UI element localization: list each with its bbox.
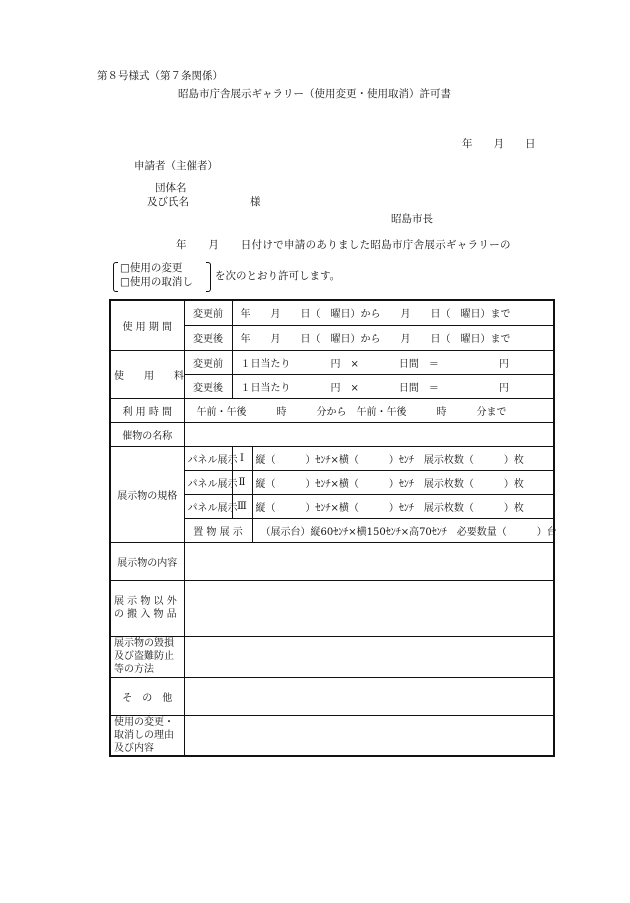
reason-label-line-2: 取消しの理由 [114, 729, 174, 741]
prevention-label [110, 636, 184, 677]
issue-date: 年 月 日 [462, 138, 536, 150]
fee-after-value: １日当たり 円 × 日間 ＝ 円 [232, 374, 554, 398]
person-name-label: 及び氏名 [147, 196, 189, 208]
other-items-label-line-2: の 搬 入 物 品 [114, 609, 177, 621]
prevention-label-line-3: 等の方法 [114, 664, 154, 676]
prevention-value [184, 636, 554, 677]
prevention-label-line-2: 及び盗難防止 [114, 651, 174, 663]
prevention-label-line-1: 展示物の毀損 [114, 638, 174, 650]
intro-sentence: 年 月 日付けで申請のありました昭島市庁舎展示ギャラリーの [176, 239, 511, 251]
issuer: 昭島市長 [391, 213, 433, 225]
form-number: 第８号様式（第７条関係） [97, 70, 223, 82]
exhibit-content-label: 展示物の内容 [110, 543, 184, 581]
other-items-label-line-1: 展 示 物 以 外 [114, 596, 177, 608]
option-brace [120, 262, 204, 290]
period-before-label: 変更前 [184, 300, 232, 325]
option-cancel: □使用の取消し [120, 276, 193, 288]
time-value: 午前・午後 時 分から 午前・午後 時 分まで [184, 398, 554, 422]
exhibit-content-value [184, 543, 554, 581]
applicant-label: 申請者（主催者） [134, 160, 218, 172]
event-name-value [184, 422, 554, 446]
panel-value-1: 縦（ ）ｾﾝﾁ×横（ ）ｾﾝﾁ 展示枚数（ ）枚 [252, 446, 554, 470]
panel-value-2: 縦（ ）ｾﾝﾁ×横（ ）ｾﾝﾁ 展示枚数（ ）枚 [252, 471, 554, 495]
stand-value: （展示台）縦60ｾﾝﾁ×横150ｾﾝﾁ×高70ｾﾝﾁ 必要数量（ ）台 [252, 519, 554, 543]
other-label: そ の 他 [110, 677, 184, 715]
other-items-value [184, 581, 554, 636]
option-change: □使用の変更 [120, 262, 183, 274]
fee-before-label: 変更前 [184, 350, 232, 374]
reason-label [110, 715, 184, 756]
panel-label-1: パネル展示 [184, 446, 232, 470]
panel-value-3: 縦（ ）ｾﾝﾁ×横（ ）ｾﾝﾁ 展示枚数（ ）枚 [252, 495, 554, 519]
other-value [184, 677, 554, 715]
right-bracket [206, 262, 211, 292]
stand-label: 置 物 展 示 [184, 519, 252, 543]
exhibit-spec-label: 展示物の規格 [110, 446, 184, 542]
panel-label-2: パネル展示 [184, 471, 232, 495]
period-after-value: 年 月 日（ 曜日）から 月 日（ 曜日）まで [232, 325, 554, 350]
fee-after-label: 変更後 [184, 374, 232, 398]
panel-number-1: Ⅰ [232, 446, 252, 470]
panel-number-2: Ⅱ [232, 471, 252, 495]
honorific: 様 [250, 196, 261, 208]
intro-suffix: を次のとおり許可します。 [215, 270, 341, 282]
reason-value [184, 715, 554, 756]
panel-label-3: パネル展示 [184, 495, 232, 519]
reason-label-line-3: 及び内容 [114, 742, 154, 754]
left-bracket [113, 262, 118, 292]
time-label: 利 用 時 間 [110, 398, 184, 422]
event-name-label: 催物の名称 [110, 422, 184, 446]
org-name-label: 団体名 [155, 182, 187, 194]
period-label: 使 用 期 間 [110, 300, 184, 350]
period-after-label: 変更後 [184, 325, 232, 350]
period-before-value: 年 月 日（ 曜日）から 月 日（ 曜日）まで [232, 300, 554, 325]
reason-label-line-1: 使用の変更・ [114, 716, 174, 728]
panel-number-3: Ⅲ [232, 495, 252, 519]
permit-table [109, 299, 555, 757]
fee-label: 使 用 料 [110, 350, 184, 398]
document-title: 昭島市庁舎展示ギャラリー（使用変更・使用取消）許可書 [178, 88, 451, 100]
fee-before-value: １日当たり 円 × 日間 ＝ 円 [232, 350, 554, 374]
other-items-label [110, 581, 184, 636]
